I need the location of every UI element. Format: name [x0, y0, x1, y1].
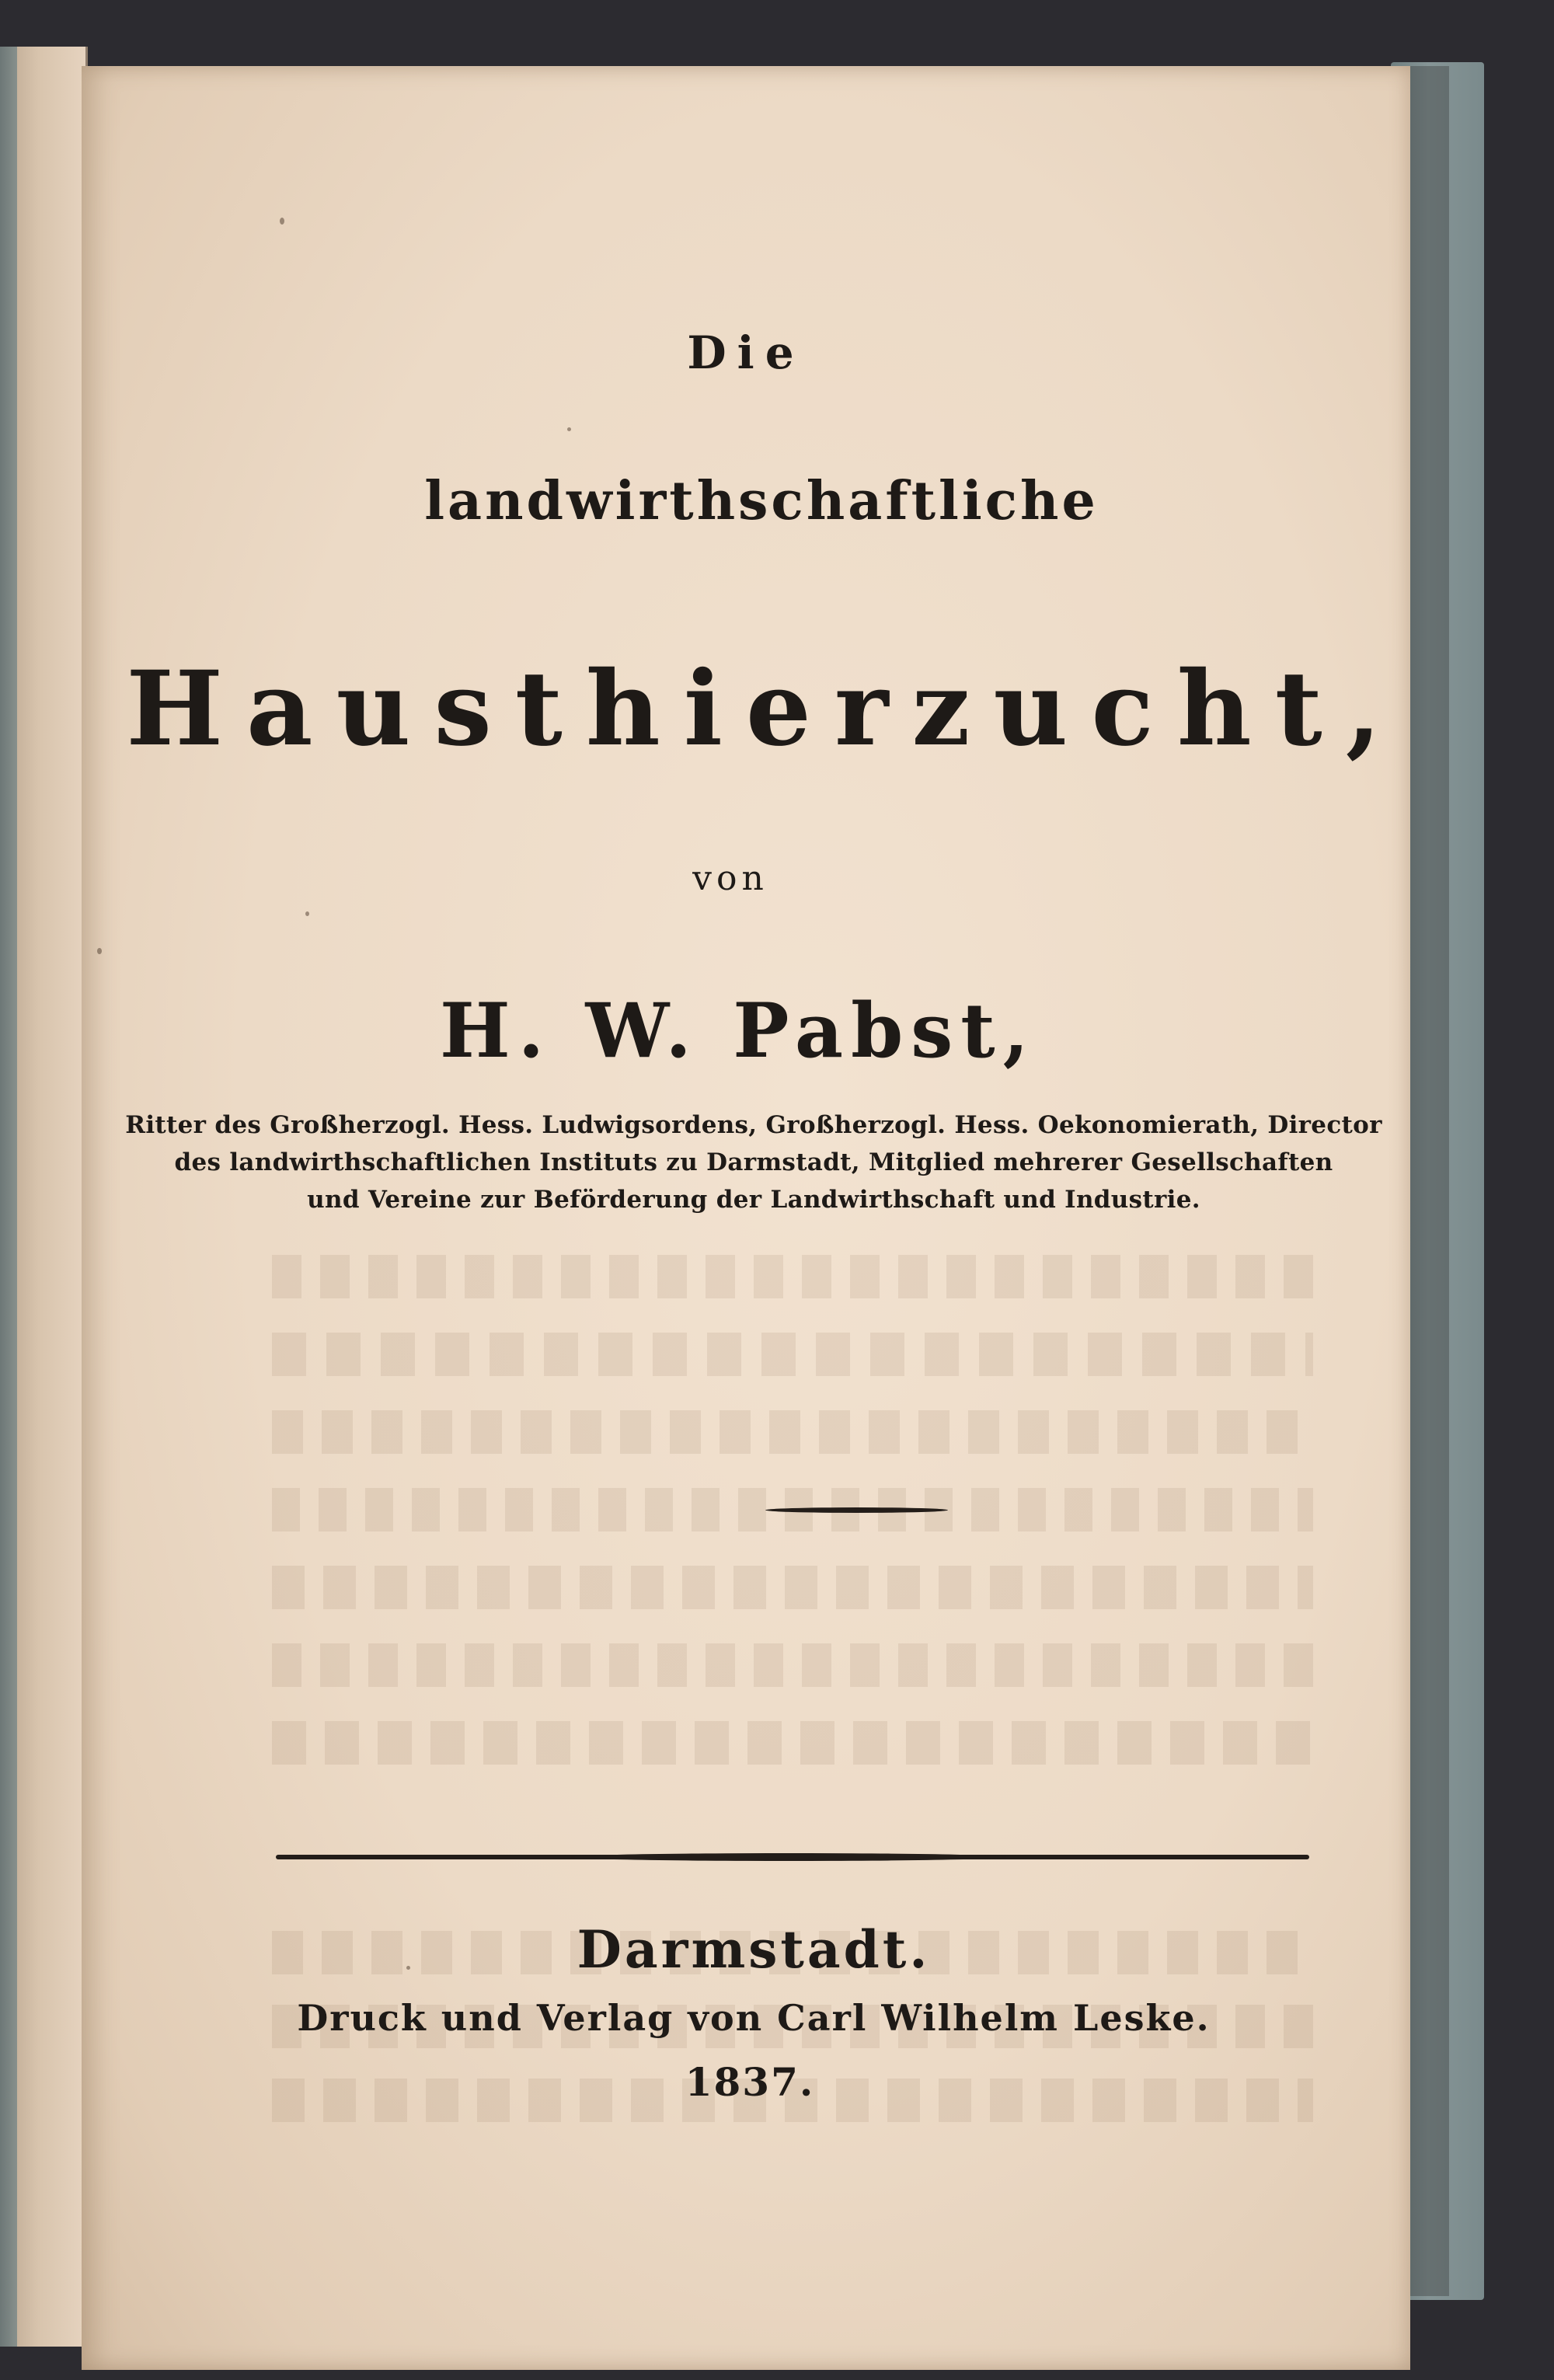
show-through-texture [272, 1643, 1313, 1687]
title-page [82, 66, 1410, 2370]
title-die: Die [687, 326, 805, 379]
main-title: Hausthierzucht, [126, 649, 1405, 769]
author-credential-line: Ritter des Großherzogl. Hess. Ludwigsordens, Großherzogl. Hess. Oekonomierath, Director [125, 1111, 1382, 1139]
show-through-texture [272, 1721, 1313, 1765]
imprint-city: Darmstadt. [577, 1919, 931, 1980]
show-through-texture [272, 1566, 1313, 1609]
author-credential-line: des landwirthschaftlichen Instituts zu Darmstadt, Mitglied mehrerer Gesellschaften [174, 1148, 1333, 1176]
paper-speck [406, 1966, 410, 1970]
paper-speck [97, 948, 102, 954]
ornamental-rule-long [276, 1855, 1309, 1859]
author-credential-line: und Vereine zur Beförderung der Landwirthschaft und Industrie. [307, 1186, 1200, 1214]
author-name: H. W. Pabst, [440, 987, 1037, 1075]
title-subtitle: landwirthschaftliche [424, 470, 1099, 532]
paper-speck [567, 427, 571, 431]
paper-speck [305, 911, 309, 916]
paper-speck [280, 218, 284, 225]
previous-leaf-edge [0, 47, 88, 2347]
show-through-texture [272, 1410, 1313, 1454]
imprint-year: 1837. [685, 2059, 815, 2105]
imprint-publisher: Druck und Verlag von Carl Wilhelm Leske. [297, 1997, 1211, 2039]
ornamental-rule-short [765, 1507, 948, 1513]
show-through-texture [272, 1333, 1313, 1376]
show-through-texture [272, 1255, 1313, 1298]
by-line: von [692, 859, 768, 898]
title-page-content [82, 66, 1410, 2370]
